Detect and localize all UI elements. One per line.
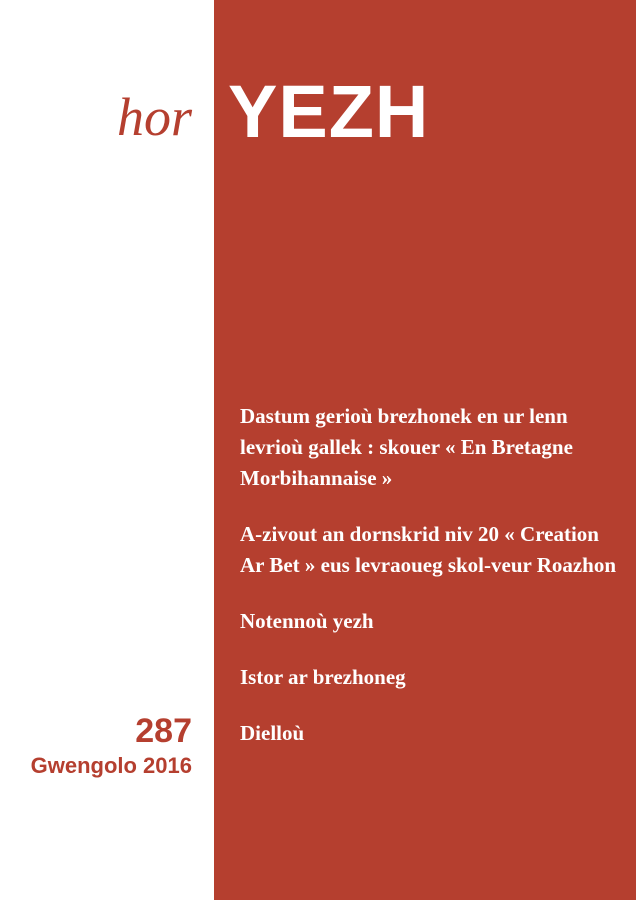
contents-item: Notennoù yezh: [240, 609, 374, 633]
contents-item: Istor ar brezhoneg: [240, 665, 406, 689]
table-of-contents: [240, 401, 620, 774]
contents-item: Dastum gerioù brezhonek en ur lenn levrioù gallek : skouer « En Bretagne Morbihannaise »: [240, 404, 573, 490]
contents-item: A-zivout an dornskrid niv 20 « Creation Ar Bet » eus levraoueg skol-veur Roazhon: [240, 522, 617, 577]
masthead-name: YEZH: [228, 70, 430, 153]
issue-date: Gwengolo 2016: [30, 753, 192, 778]
issue-number: 287: [135, 712, 192, 750]
contents-item: Dielloù: [240, 721, 305, 745]
masthead-prefix: hor: [116, 87, 192, 147]
